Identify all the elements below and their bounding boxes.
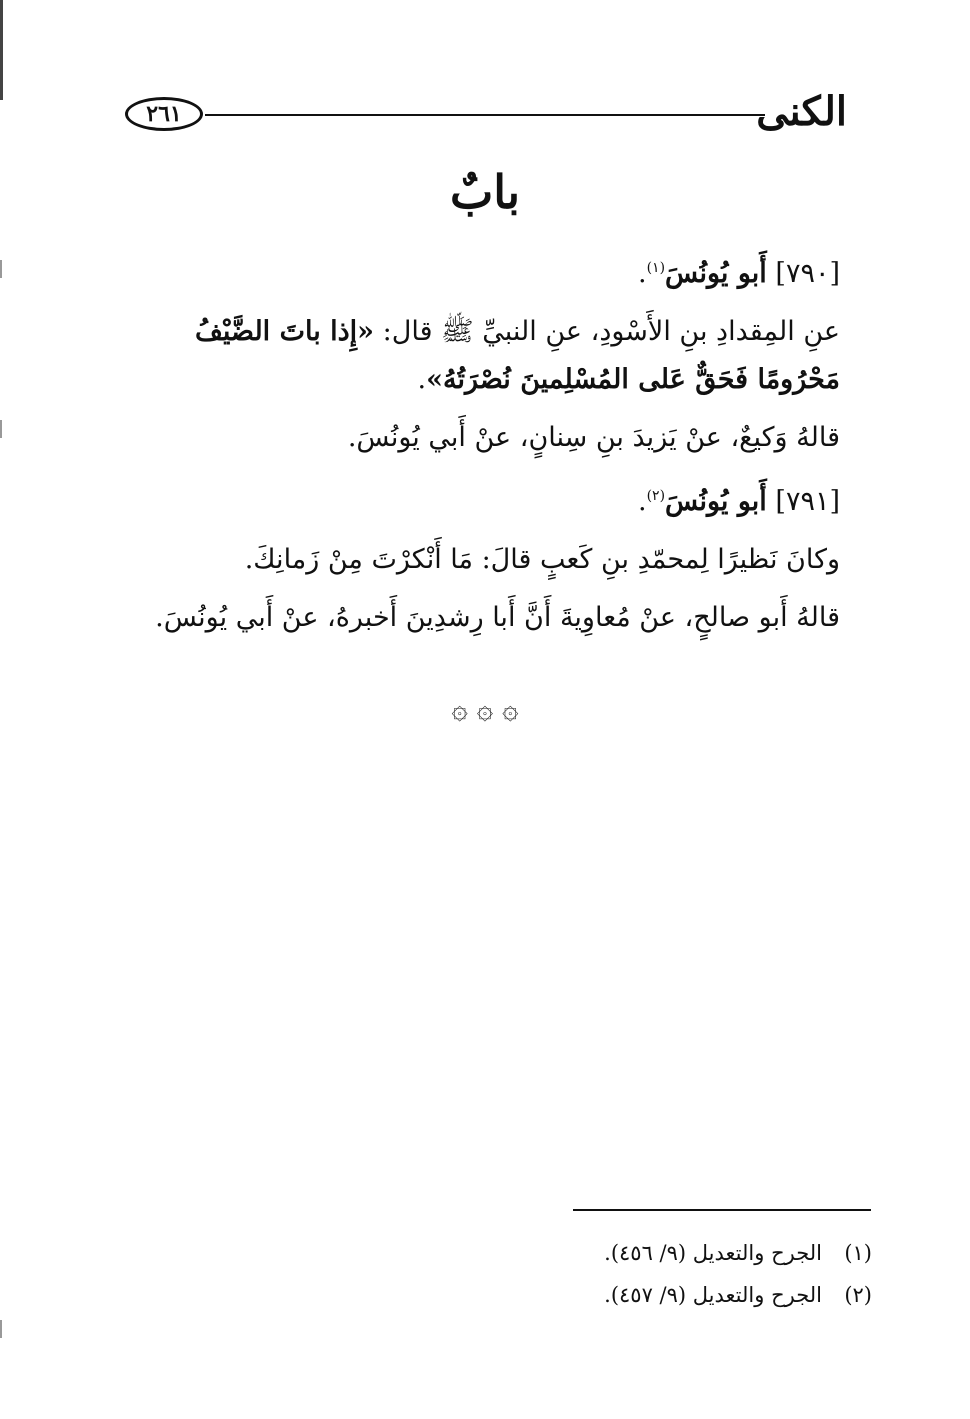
- page-edge-dot: [0, 420, 2, 438]
- entry-number: [٧٩١]: [775, 486, 840, 517]
- chapter-heading: بابٌ: [449, 165, 521, 219]
- section-ornament: ۞ ۞ ۞: [451, 692, 519, 725]
- paragraph: قالهُ أَبو صالحٍ، عنْ مُعاوِيةَ أَنَّ أَبا رِشدِينَ أَخبرهُ، عنْ أَبي يُونُسَ.: [155, 602, 840, 633]
- footnote-text: الجرح والتعديل (٩/ ٤٥٧).: [604, 1283, 822, 1307]
- entry-number: [٧٩٠]: [775, 258, 840, 289]
- paragraph: وكانَ نَظيرًا لِمحمّدِ بنِ كَعبٍ قالَ: مَا أَنْكرْتَ مِنْ زَمانِكَ.: [244, 544, 840, 575]
- footnote-number: (١): [844, 1241, 872, 1265]
- entry-name: أَبو يُونُسَ: [665, 258, 767, 289]
- page-number: ٢٦١: [125, 97, 203, 131]
- footnote-text: الجرح والتعديل (٩/ ٤٥٦).: [604, 1241, 822, 1265]
- footnote-number: (٢): [844, 1283, 872, 1307]
- page-edge-dot: [0, 1320, 2, 1338]
- body-text: [120, 244, 840, 652]
- paragraph-end: .: [417, 364, 427, 395]
- entry-heading: [٧٩١] أَبو يُونُسَ$^{(٢)}$.: [637, 486, 840, 517]
- page-edge-dot: [0, 260, 2, 278]
- header-rule: [205, 114, 765, 116]
- footnote: [400, 1232, 872, 1274]
- page-edge-mark: [0, 0, 3, 100]
- running-title: الكنى: [756, 88, 847, 135]
- paragraph: [120, 308, 840, 404]
- paragraph-intro: عنِ المِقدادِ بنِ الأَسْودِ، عنِ النبيِّ ﷺ قال:: [374, 316, 840, 347]
- footnote-ref: (١): [646, 260, 666, 276]
- running-header: [125, 88, 847, 148]
- footnotes: [400, 1232, 872, 1316]
- paragraph: قالهُ وَكيعٌ، عنْ يَزيدَ بنِ سِنانٍ، عنْ أَبي يُونُسَ.: [347, 422, 840, 453]
- hadith-text: «إِذا باتَ الضَّيْفُ مَحْرُومًا فَحَقٌّ عَلى المُسْلِمينَ نُصْرَتُهُ»: [194, 316, 840, 395]
- footnote-rule: [573, 1209, 871, 1211]
- entry-heading: [٧٩٠] أَبو يُونُسَ$^{(١)}$.: [637, 258, 840, 289]
- footnote: [400, 1274, 872, 1316]
- entry-name: أَبو يُونُسَ: [665, 486, 767, 517]
- footnote-ref: (٢): [646, 488, 666, 504]
